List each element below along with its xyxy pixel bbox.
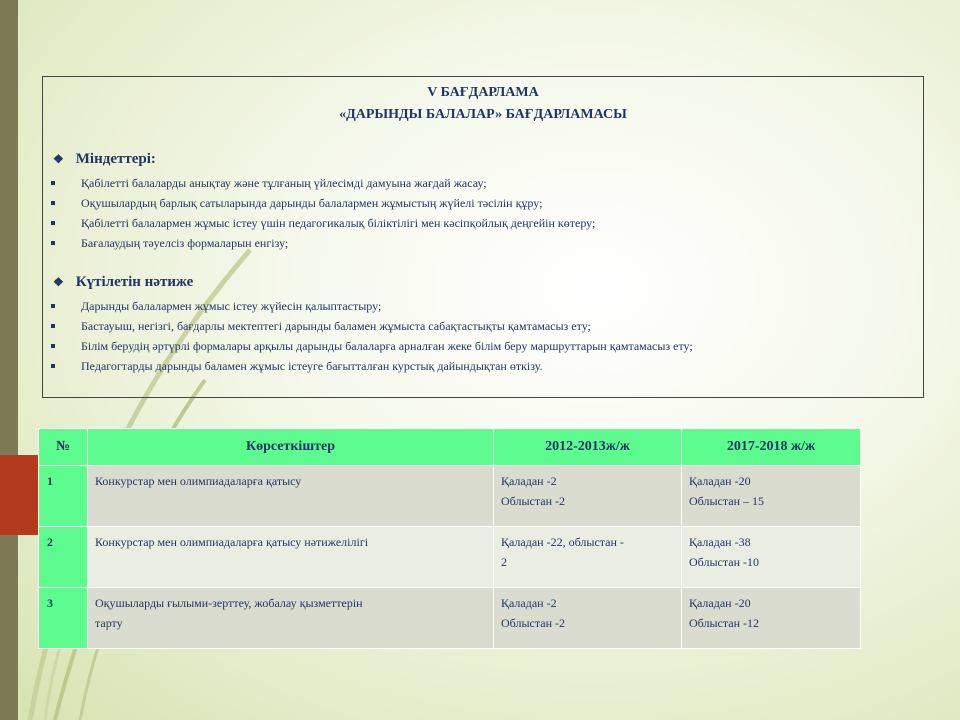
- value-2012-cell: Қаладан -2 Облыстан -2: [494, 588, 682, 649]
- value-2017-cell: Қаладан -20 Облыстан – 15: [682, 466, 861, 527]
- row-number: 3: [39, 588, 88, 649]
- square-bullet-icon: [51, 296, 60, 316]
- list-item: Дарынды балалармен жұмыс істеу жүйесін қалыптастыру;: [51, 296, 917, 316]
- header-indicator: Көрсеткіштер: [88, 429, 494, 466]
- table-row: [39, 466, 861, 527]
- objectives-heading: [53, 151, 156, 168]
- program-title: V БАҒДАРЛАМА: [427, 85, 539, 100]
- square-bullet-icon: [51, 336, 60, 356]
- table-row: [39, 527, 861, 588]
- row-number: 2: [39, 527, 88, 588]
- table-header-row: [39, 429, 861, 466]
- results-list: [51, 296, 917, 376]
- list-item: Оқушылардың барлық сатыларында дарынды балалармен жұмыстың жүйелі тәсілін құру;: [51, 193, 917, 213]
- value-2012-cell: Қаладан -22, облыстан - 2: [494, 527, 682, 588]
- header-number: №: [39, 429, 88, 466]
- square-bullet-icon: [51, 193, 60, 213]
- square-bullet-icon: [51, 173, 60, 193]
- list-item: Бағалаудың тәуелсіз формаларын енгізу;: [51, 233, 917, 253]
- indicator-cell: Оқушыларды ғылыми-зерттеу, жобалау қызметтерін тарту: [88, 588, 494, 649]
- header-2012-2013: 2012-2013ж/ж: [494, 429, 682, 466]
- list-item: Қабілетті балалармен жұмыс істеу үшін педагогикалық біліктілігі мен кәсіпқойлық деңгейін көтеру;: [51, 213, 917, 233]
- table-row: [39, 588, 861, 649]
- left-accent-block: [0, 455, 38, 535]
- value-2012-cell: Қаладан -2 Облыстан -2: [494, 466, 682, 527]
- left-decor-bar: [0, 0, 18, 720]
- square-bullet-icon: [51, 233, 60, 253]
- indicator-cell: Конкурстар мен олимпиадаларға қатысу: [88, 466, 494, 527]
- results-heading: [53, 274, 193, 291]
- list-item: Білім берудің әртүрлі формалары арқылы дарынды балаларға арналған жеке білім беру маршруттарын қамтамасыз ету;: [51, 336, 917, 356]
- diamond-bullet-icon: ❖: [53, 275, 64, 289]
- program-subtitle: «ДАРЫНДЫ БАЛАЛАР» БАҒДАРЛАМАСЫ: [339, 107, 627, 122]
- indicators-table: [38, 428, 861, 649]
- diamond-bullet-icon: ❖: [53, 152, 64, 166]
- header-2017-2018: 2017-2018 ж/ж: [682, 429, 861, 466]
- list-item: Бастауыш, негізгі, бағдарлы мектептегі дарынды баламен жұмыста сабақтастықты қамтамасыз ету;: [51, 316, 917, 336]
- list-item: Қабілетті балаларды анықтау және тұлғаның үйлесімді дамуына жағдай жасау;: [51, 173, 917, 193]
- row-number: 1: [39, 466, 88, 527]
- results-heading-text: Күтілетін нәтиже: [75, 274, 194, 290]
- square-bullet-icon: [51, 356, 60, 376]
- list-item: Педагогтарды дарынды баламен жұмыс істеуге бағытталған курстық дайындықтан өткізу.: [51, 356, 917, 376]
- square-bullet-icon: [51, 316, 60, 336]
- square-bullet-icon: [51, 213, 60, 233]
- objectives-heading-text: Міндеттері:: [75, 151, 156, 167]
- indicator-cell: Конкурстар мен олимпиадаларға қатысу нәтижелілігі: [88, 527, 494, 588]
- value-2017-cell: Қаладан -20 Облыстан -12: [682, 588, 861, 649]
- value-2017-cell: Қаладан -38 Облыстан -10: [682, 527, 861, 588]
- objectives-list: [51, 173, 917, 253]
- program-box: [42, 76, 924, 398]
